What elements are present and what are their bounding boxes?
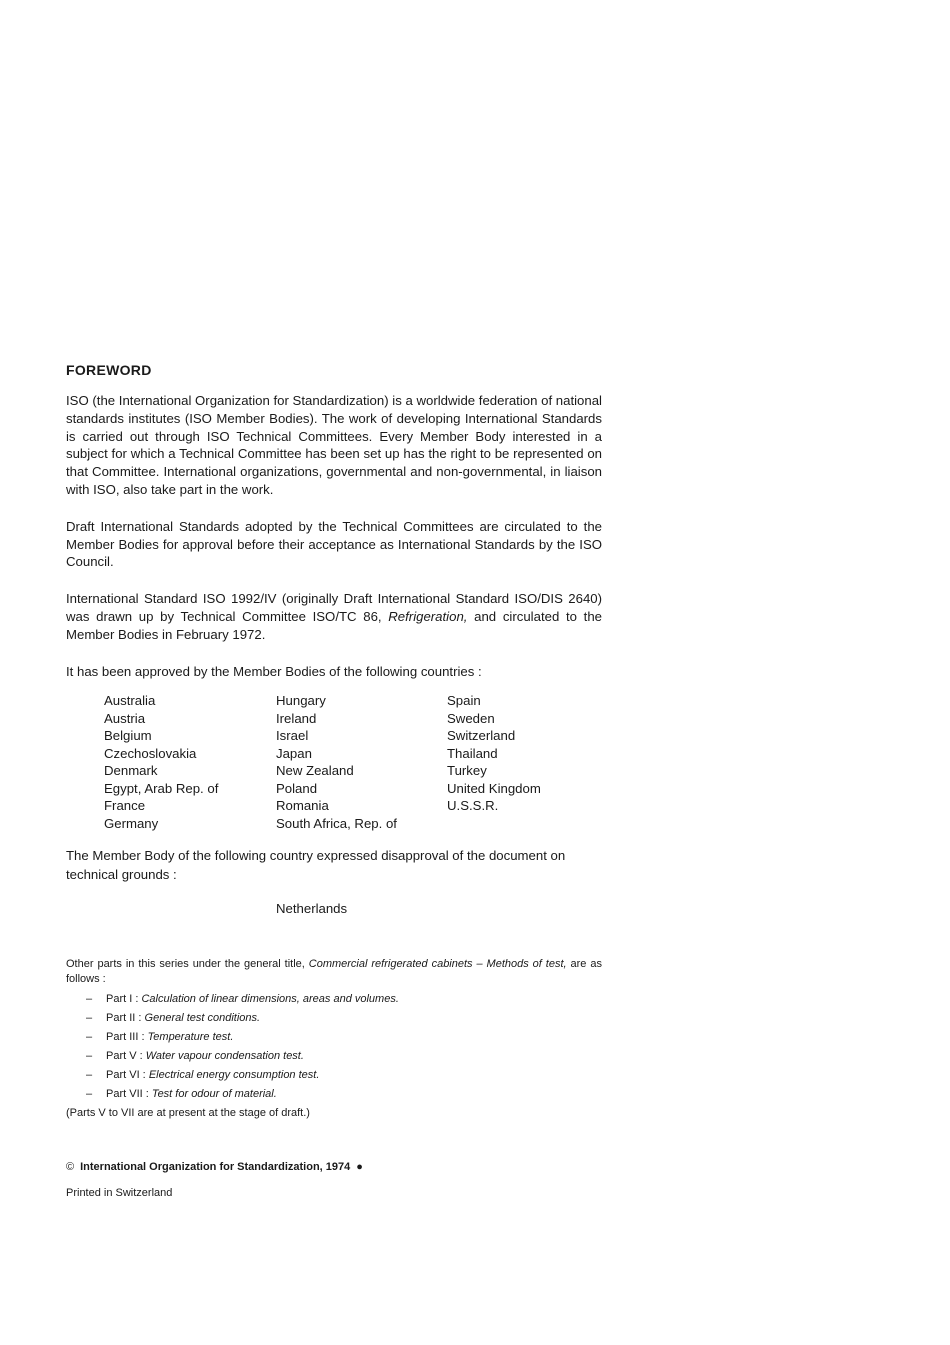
country-name: Switzerland bbox=[447, 728, 516, 744]
dash-bullet: – bbox=[86, 1069, 93, 1082]
country-name: France bbox=[104, 798, 146, 814]
printed-in-note: Printed in Switzerland bbox=[66, 1187, 173, 1200]
copyright-text: International Organization for Standardization, 1974 bbox=[80, 1161, 351, 1174]
part-label: Part VII : bbox=[106, 1088, 149, 1101]
draft-standards-paragraph: Draft International Standards adopted by the Technical Committees are circulated to the Member Bodies for approval before their acceptance as International Standards by the ISO Council. bbox=[66, 518, 602, 570]
country-name: Ireland bbox=[276, 710, 317, 726]
part-title: Temperature test. bbox=[147, 1031, 234, 1044]
dash-bullet: – bbox=[86, 1012, 93, 1025]
country-name: Germany bbox=[104, 815, 159, 831]
country-name: Spain bbox=[447, 693, 481, 709]
country-name: Austria bbox=[104, 710, 146, 726]
country-name: Czechoslovakia bbox=[104, 745, 197, 761]
dash-bullet: – bbox=[86, 1050, 93, 1063]
list-item bbox=[86, 1085, 602, 1104]
list-item bbox=[86, 990, 602, 1009]
country-name: Turkey bbox=[447, 763, 487, 779]
country-name: Romania bbox=[276, 798, 329, 814]
origin-text-start: International Standard ISO 1992/IV (originally Draft International Standard ISO/DIS 2640) was drawn up by Technical Committee ISO/TC 86, bbox=[66, 591, 602, 624]
series-intro-end: are as follows : bbox=[66, 958, 602, 986]
country-name: Belgium bbox=[104, 728, 152, 744]
countries-column-2 bbox=[276, 692, 397, 832]
approving-countries-list bbox=[66, 692, 602, 832]
part-label: Part II : bbox=[106, 1012, 142, 1025]
country-name: New Zealand bbox=[276, 763, 354, 779]
copyright-icon: © bbox=[66, 1161, 75, 1174]
country-name: Thailand bbox=[447, 745, 498, 761]
part-title: Water vapour condensation test. bbox=[145, 1050, 304, 1063]
parts-draft-note: (Parts V to VII are at present at the stage of draft.) bbox=[66, 1107, 310, 1120]
country-name: United Kingdom bbox=[447, 780, 541, 796]
list-item bbox=[86, 1066, 602, 1085]
iso-intro-paragraph: ISO (the International Organization for Standardization) is a worldwide federation of national standards institutes (ISO Member Bodies). The work of developing International Standards is carried out through ISO Technical Committees. Every Member Body interested in a subject for which a Technical Committee has been set up has the right to be represented on that Committee. International organizations, governmental and non-governmental, in liaison with ISO, also take part in the work. bbox=[66, 393, 602, 497]
list-item bbox=[86, 1047, 602, 1066]
country-name: Israel bbox=[276, 728, 309, 744]
part-title: Test for odour of material. bbox=[151, 1088, 277, 1101]
list-item bbox=[86, 1009, 602, 1028]
country-name: Hungary bbox=[276, 693, 326, 709]
list-item bbox=[86, 1028, 602, 1047]
disapproval-intro: The Member Body of the following country expressed disapproval of the document on technical grounds : bbox=[66, 848, 566, 883]
part-label: Part VI : bbox=[106, 1069, 146, 1082]
part-label: Part I : bbox=[106, 993, 139, 1006]
series-intro bbox=[66, 957, 602, 987]
standard-origin-paragraph bbox=[66, 590, 602, 643]
series-general-title: Commercial refrigerated cabinets – Methods of test, bbox=[308, 958, 567, 971]
series-parts-list bbox=[66, 990, 602, 1104]
part-title: General test conditions. bbox=[144, 1012, 261, 1025]
dash-bullet: – bbox=[86, 993, 93, 1006]
country-name: South Africa, Rep. of bbox=[276, 815, 397, 831]
country-name: Denmark bbox=[104, 763, 158, 779]
part-label: Part III : bbox=[106, 1031, 145, 1044]
committee-title: Refrigeration, bbox=[388, 608, 468, 624]
country-name: U.S.S.R. bbox=[447, 798, 499, 814]
foreword-section bbox=[66, 362, 602, 1199]
series-intro-start: Other parts in this series under the general title, bbox=[66, 958, 309, 971]
foreword-heading: FOREWORD bbox=[66, 362, 152, 378]
dash-bullet: – bbox=[86, 1031, 93, 1044]
copyright-line bbox=[66, 1161, 602, 1173]
countries-column-1 bbox=[104, 692, 218, 832]
part-label: Part V : bbox=[106, 1050, 143, 1063]
bullet-icon: ● bbox=[356, 1161, 363, 1174]
part-title: Electrical energy consumption test. bbox=[148, 1069, 320, 1082]
country-name: Poland bbox=[276, 780, 318, 796]
country-name: Japan bbox=[276, 745, 312, 761]
country-name: Egypt, Arab Rep. of bbox=[104, 780, 219, 796]
countries-column-3 bbox=[447, 692, 541, 815]
country-name: Australia bbox=[104, 693, 156, 709]
approval-intro: It has been approved by the Member Bodies of the following countries : bbox=[66, 663, 482, 679]
country-name: Sweden bbox=[447, 710, 495, 726]
dash-bullet: – bbox=[86, 1088, 93, 1101]
origin-text-end: and circulated to the Member Bodies in February 1972. bbox=[66, 608, 602, 642]
part-title: Calculation of linear dimensions, areas and volumes. bbox=[141, 993, 399, 1006]
disapproving-country: Netherlands bbox=[276, 901, 348, 917]
